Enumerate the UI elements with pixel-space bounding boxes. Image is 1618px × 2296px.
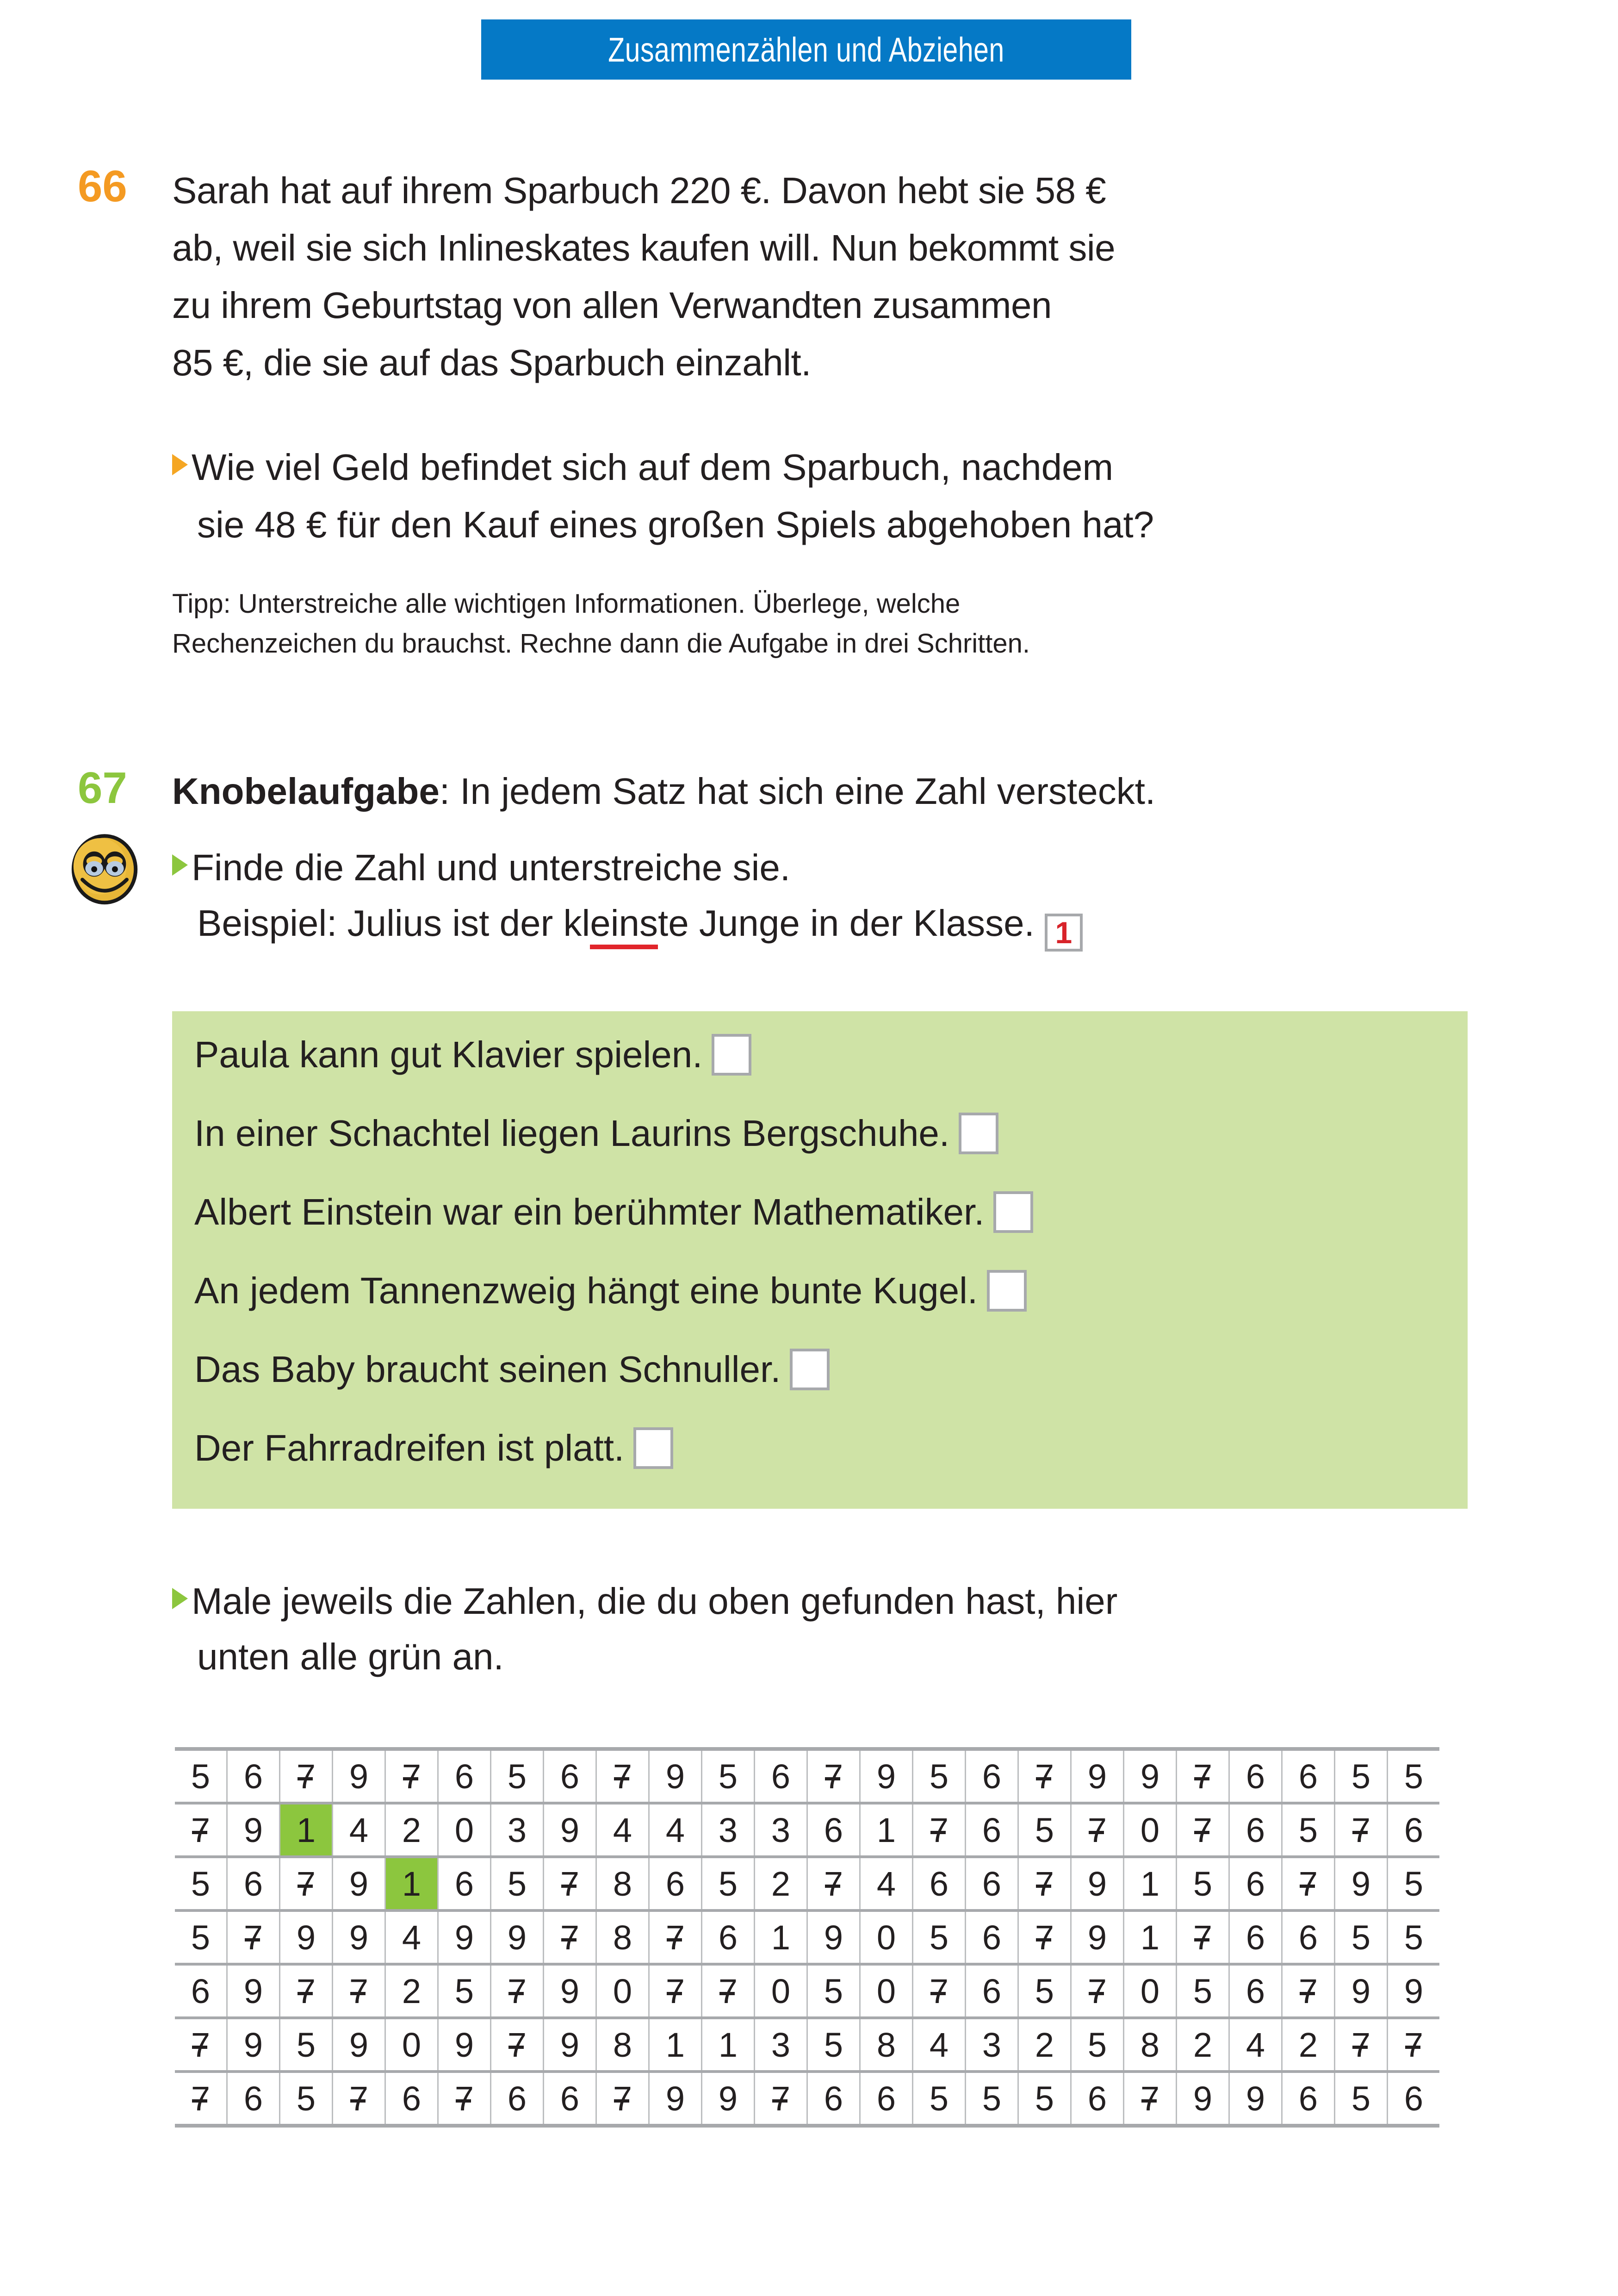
- sentence-row: [194, 1191, 1033, 1233]
- grid-cell[interactable]: 9: [1388, 1964, 1440, 2018]
- grid-cell[interactable]: 7: [649, 1964, 702, 2018]
- grid-cell[interactable]: 0: [1124, 1803, 1177, 1857]
- grid-cell[interactable]: 6: [649, 1857, 702, 1910]
- grid-cell[interactable]: 9: [1335, 1964, 1388, 2018]
- sentence-answer-box[interactable]: [987, 1270, 1027, 1312]
- grid-cell[interactable]: 9: [649, 2072, 702, 2126]
- grid-cell[interactable]: 9: [807, 1910, 860, 1964]
- grid-cell[interactable]: 5: [1335, 1910, 1388, 1964]
- triangle-bullet-icon: [172, 454, 188, 475]
- exercise-67-task: [172, 840, 1083, 951]
- sentence-panel: [172, 1011, 1468, 1509]
- exercise-number-67: 67: [78, 763, 127, 813]
- grid-cell[interactable]: 7: [333, 1964, 385, 2018]
- grid-cell[interactable]: 7: [1071, 1803, 1124, 1857]
- grid-cell[interactable]: 8: [596, 1857, 649, 1910]
- grid-cell[interactable]: 9: [649, 1749, 702, 1803]
- grid-cell[interactable]: 0: [596, 1964, 649, 2018]
- grid-cell[interactable]: 7: [544, 1910, 596, 1964]
- grid-cell[interactable]: 5: [1388, 1910, 1440, 1964]
- exercise-66-paragraph: [172, 162, 1115, 392]
- grid-cell[interactable]: 5: [1071, 2018, 1124, 2072]
- grid-cell[interactable]: 5: [1282, 1803, 1335, 1857]
- grid-row: [175, 1964, 1439, 2018]
- grid-cell[interactable]: 6: [438, 1749, 491, 1803]
- grid-cell[interactable]: 5: [1018, 2072, 1071, 2126]
- grid-cell[interactable]: 9: [333, 2018, 385, 2072]
- grid-cell[interactable]: 5: [966, 2072, 1018, 2126]
- grid-cell[interactable]: 7: [1177, 1910, 1229, 1964]
- paragraph-line: ab, weil sie sich Inlineskates kaufen will. Nun bekommt sie: [172, 227, 1116, 268]
- grid-cell[interactable]: 9: [333, 1857, 385, 1910]
- grid-cell[interactable]: 6: [544, 2072, 596, 2126]
- grid-cell[interactable]: 5: [280, 2018, 333, 2072]
- instruction-line: [172, 1629, 1117, 1685]
- grid-cell[interactable]: 6: [1388, 2072, 1440, 2126]
- question-line: [172, 496, 1154, 554]
- smiley-face-icon: [68, 831, 142, 905]
- grid-cell[interactable]: 6: [755, 1749, 807, 1803]
- heading-rest-label: : In jedem Satz hat sich eine Zahl versteckt.: [439, 771, 1156, 812]
- grid-cell[interactable]: 6: [1229, 1857, 1282, 1910]
- grid-cell[interactable]: 5: [807, 1964, 860, 2018]
- grid-cell[interactable]: 7: [175, 2018, 227, 2072]
- page-header-banner: [481, 19, 1131, 80]
- grid-cell[interactable]: 6: [1071, 2072, 1124, 2126]
- paragraph-line: 85 €, die sie auf das Sparbuch einzahlt.: [172, 342, 811, 383]
- grid-cell[interactable]: 3: [491, 1803, 544, 1857]
- grid-cell[interactable]: 9: [544, 1803, 596, 1857]
- grid-cell[interactable]: 6: [807, 2072, 860, 2126]
- grid-cell[interactable]: 7: [1177, 1803, 1229, 1857]
- grid-cell[interactable]: 6: [966, 1964, 1018, 2018]
- question-text: Wie viel Geld befindet sich auf dem Sparbuch, nachdem: [192, 447, 1114, 488]
- grid-cell[interactable]: 5: [1335, 2072, 1388, 2126]
- grid-cell[interactable]: 7: [1018, 1749, 1071, 1803]
- question-text: sie 48 € für den Kauf eines großen Spiels abgehoben hat?: [197, 504, 1154, 545]
- grid-cell[interactable]: 4: [860, 1857, 913, 1910]
- grid-cell[interactable]: 5: [913, 2072, 966, 2126]
- grid-cell[interactable]: 7: [913, 1964, 966, 2018]
- page-title: Zusammenzählen und Abziehen: [608, 30, 1004, 69]
- grid-row: [175, 1749, 1439, 1803]
- sentence-text: Der Fahrradreifen ist platt.: [194, 1427, 625, 1468]
- grid-cell[interactable]: 6: [227, 1857, 280, 1910]
- grid-cell[interactable]: 4: [1229, 2018, 1282, 2072]
- grid-cell[interactable]: 0: [385, 2018, 438, 2072]
- grid-cell[interactable]: 4: [596, 1803, 649, 1857]
- example-answer-box[interactable]: 1: [1045, 914, 1083, 952]
- grid-cell[interactable]: 7: [438, 2072, 491, 2126]
- grid-cell[interactable]: 7: [596, 2072, 649, 2126]
- grid-cell[interactable]: 7: [333, 2072, 385, 2126]
- grid-cell[interactable]: 5: [175, 1749, 227, 1803]
- grid-row: [175, 1910, 1439, 1964]
- grid-cell[interactable]: 9: [1071, 1857, 1124, 1910]
- grid-cell[interactable]: 9: [1071, 1910, 1124, 1964]
- sentence-answer-box[interactable]: [712, 1034, 751, 1076]
- sentence-row: [194, 1033, 751, 1076]
- grid-cell[interactable]: 6: [807, 1803, 860, 1857]
- grid-cell[interactable]: 5: [702, 1749, 755, 1803]
- heading-bold-label: Knobelaufgabe: [172, 771, 440, 812]
- grid-cell[interactable]: 9: [333, 1910, 385, 1964]
- paragraph-line: zu ihrem Geburtstag von allen Verwandten zusammen: [172, 285, 1052, 326]
- sentence-answer-box[interactable]: [959, 1113, 998, 1154]
- grid-cell[interactable]: 6: [860, 2072, 913, 2126]
- grid-cell[interactable]: 8: [596, 1910, 649, 1964]
- grid-cell[interactable]: 9: [1177, 2072, 1229, 2126]
- grid-cell[interactable]: 9: [860, 1749, 913, 1803]
- grid-cell[interactable]: 6: [385, 2072, 438, 2126]
- question-line: [172, 439, 1154, 496]
- instruction-line: [172, 1574, 1117, 1629]
- tip-line: Tipp: Unterstreiche alle wichtigen Informationen. Überlege, welche: [172, 589, 961, 619]
- grid-cell[interactable]: 7: [755, 2072, 807, 2126]
- sentence-text: Das Baby braucht seinen Schnuller.: [194, 1349, 781, 1390]
- grid-cell[interactable]: 7: [807, 1857, 860, 1910]
- example-line: [172, 896, 1083, 951]
- grid-cell[interactable]: 7: [1124, 2072, 1177, 2126]
- grid-cell[interactable]: 1: [280, 1803, 333, 1857]
- grid-cell[interactable]: 9: [333, 1749, 385, 1803]
- grid-cell[interactable]: 9: [227, 1803, 280, 1857]
- grid-cell[interactable]: 6: [227, 1749, 280, 1803]
- grid-cell[interactable]: 5: [1177, 1964, 1229, 2018]
- grid-cell[interactable]: 9: [438, 2018, 491, 2072]
- grid-cell[interactable]: 6: [1229, 1964, 1282, 2018]
- grid-cell[interactable]: 5: [1018, 1964, 1071, 2018]
- grid-cell[interactable]: 3: [966, 2018, 1018, 2072]
- grid-cell[interactable]: 9: [702, 2072, 755, 2126]
- grid-cell[interactable]: 6: [1229, 1803, 1282, 1857]
- grid-cell[interactable]: 1: [385, 1857, 438, 1910]
- grid-cell[interactable]: 0: [438, 1803, 491, 1857]
- example-underlined-text: eins: [590, 902, 658, 949]
- grid-cell[interactable]: 9: [1229, 2072, 1282, 2126]
- grid-cell[interactable]: 8: [860, 2018, 913, 2072]
- grid-cell[interactable]: 1: [860, 1803, 913, 1857]
- number-grid[interactable]: [175, 1747, 1439, 2128]
- exercise-66-tip: [172, 584, 1030, 664]
- grid-cell[interactable]: 2: [1018, 2018, 1071, 2072]
- grid-cell[interactable]: 9: [1124, 1749, 1177, 1803]
- grid-cell[interactable]: 0: [1124, 1964, 1177, 2018]
- grid-cell[interactable]: 8: [1124, 2018, 1177, 2072]
- grid-cell[interactable]: 7: [491, 2018, 544, 2072]
- grid-cell[interactable]: 6: [175, 1964, 227, 2018]
- grid-row: [175, 2072, 1439, 2126]
- grid-cell[interactable]: 2: [1177, 2018, 1229, 2072]
- grid-cell[interactable]: 3: [702, 1803, 755, 1857]
- grid-cell[interactable]: 6: [1282, 1910, 1335, 1964]
- grid-cell[interactable]: 7: [280, 1964, 333, 2018]
- grid-cell[interactable]: 0: [860, 1910, 913, 1964]
- grid-cell[interactable]: 7: [1282, 1857, 1335, 1910]
- coloring-instruction: [172, 1574, 1117, 1685]
- grid-cell[interactable]: 9: [544, 1964, 596, 2018]
- grid-cell[interactable]: 5: [1177, 1857, 1229, 1910]
- grid-cell[interactable]: 9: [280, 1910, 333, 1964]
- grid-cell[interactable]: 7: [702, 1964, 755, 2018]
- grid-cell[interactable]: 7: [1071, 1964, 1124, 2018]
- grid-cell[interactable]: 7: [1388, 2018, 1440, 2072]
- grid-cell[interactable]: 3: [755, 1803, 807, 1857]
- grid-cell[interactable]: 5: [491, 1749, 544, 1803]
- grid-cell[interactable]: 5: [1335, 1749, 1388, 1803]
- grid-cell[interactable]: 2: [385, 1803, 438, 1857]
- sentence-row: [194, 1348, 830, 1391]
- grid-cell[interactable]: 2: [755, 1857, 807, 1910]
- grid-cell[interactable]: 9: [491, 1910, 544, 1964]
- grid-cell[interactable]: 6: [1229, 1749, 1282, 1803]
- grid-cell[interactable]: 6: [966, 1910, 1018, 1964]
- exercise-66-question: [172, 439, 1154, 554]
- grid-cell[interactable]: 7: [1018, 1910, 1071, 1964]
- grid-cell[interactable]: 7: [491, 1964, 544, 2018]
- exercise-number-66: 66: [78, 162, 127, 211]
- grid-cell[interactable]: 5: [913, 1749, 966, 1803]
- grid-cell[interactable]: 0: [755, 1964, 807, 2018]
- grid-cell[interactable]: 4: [333, 1803, 385, 1857]
- grid-cell[interactable]: 9: [227, 2018, 280, 2072]
- grid-cell[interactable]: 1: [649, 2018, 702, 2072]
- grid-cell[interactable]: 7: [1177, 1749, 1229, 1803]
- triangle-bullet-icon: [172, 1588, 188, 1609]
- example-prefix: Beispiel: Julius ist der kl: [197, 902, 590, 944]
- grid-cell[interactable]: 7: [227, 1910, 280, 1964]
- grid-cell[interactable]: 7: [385, 1749, 438, 1803]
- grid-cell[interactable]: 7: [596, 1749, 649, 1803]
- grid-cell[interactable]: 1: [755, 1910, 807, 1964]
- grid-cell[interactable]: 6: [1282, 2072, 1335, 2126]
- grid-cell[interactable]: 7: [807, 1749, 860, 1803]
- sentence-text: In einer Schachtel liegen Laurins Bergschuhe.: [194, 1113, 950, 1154]
- grid-cell[interactable]: 6: [966, 1857, 1018, 1910]
- grid-cell[interactable]: 5: [438, 1964, 491, 2018]
- grid-cell[interactable]: 5: [175, 1910, 227, 1964]
- grid-cell[interactable]: 0: [860, 1964, 913, 2018]
- grid-cell[interactable]: 6: [1229, 1910, 1282, 1964]
- grid-cell[interactable]: 5: [491, 1857, 544, 1910]
- grid-cell[interactable]: 5: [913, 1910, 966, 1964]
- grid-cell[interactable]: 5: [175, 1857, 227, 1910]
- sentence-text: Paula kann gut Klavier spielen.: [194, 1034, 703, 1075]
- grid-cell[interactable]: 6: [491, 2072, 544, 2126]
- grid-cell[interactable]: 7: [913, 1803, 966, 1857]
- task-line: [172, 840, 1083, 896]
- grid-cell[interactable]: 5: [1388, 1857, 1440, 1910]
- grid-cell[interactable]: 1: [702, 2018, 755, 2072]
- grid-cell[interactable]: 6: [227, 2072, 280, 2126]
- exercise-67-heading: [172, 766, 1155, 817]
- sentence-answer-box[interactable]: [993, 1191, 1033, 1233]
- grid-cell[interactable]: 5: [702, 1857, 755, 1910]
- grid-cell[interactable]: 6: [438, 1857, 491, 1910]
- grid-cell[interactable]: 2: [1282, 2018, 1335, 2072]
- grid-cell[interactable]: 6: [1388, 1803, 1440, 1857]
- paragraph-line: Sarah hat auf ihrem Sparbuch 220 €. Davon hebt sie 58 €: [172, 170, 1106, 211]
- grid-cell[interactable]: 7: [1335, 1803, 1388, 1857]
- grid-cell[interactable]: 7: [1282, 1964, 1335, 2018]
- grid-cell[interactable]: 9: [544, 2018, 596, 2072]
- sentence-row: [194, 1112, 998, 1155]
- grid-cell[interactable]: 7: [175, 2072, 227, 2126]
- grid-cell[interactable]: 6: [966, 1749, 1018, 1803]
- grid-cell[interactable]: 9: [227, 1964, 280, 2018]
- grid-row: [175, 2018, 1439, 2072]
- grid-cell[interactable]: 9: [1335, 1857, 1388, 1910]
- grid-cell[interactable]: 4: [385, 1910, 438, 1964]
- grid-row: [175, 1857, 1439, 1910]
- grid-cell[interactable]: 7: [175, 1803, 227, 1857]
- grid-row: [175, 1803, 1439, 1857]
- instruction-text: Male jeweils die Zahlen, die du oben gefunden hast, hier: [192, 1580, 1118, 1622]
- grid-cell[interactable]: 5: [807, 2018, 860, 2072]
- example-suffix: te Junge in der Klasse.: [657, 902, 1035, 944]
- tip-line: Rechenzeichen du brauchst. Rechne dann die Aufgabe in drei Schritten.: [172, 628, 1030, 659]
- grid-cell[interactable]: 5: [1018, 1803, 1071, 1857]
- sentence-row: [194, 1269, 1027, 1312]
- grid-cell[interactable]: 9: [438, 1910, 491, 1964]
- triangle-bullet-icon: [172, 854, 188, 876]
- grid-cell[interactable]: 4: [649, 1803, 702, 1857]
- grid-cell[interactable]: 1: [1124, 1857, 1177, 1910]
- grid-cell[interactable]: 5: [1388, 1749, 1440, 1803]
- grid-cell[interactable]: 7: [544, 1857, 596, 1910]
- grid-cell[interactable]: 4: [913, 2018, 966, 2072]
- sentence-answer-box[interactable]: [633, 1427, 673, 1469]
- grid-cell[interactable]: 6: [966, 1803, 1018, 1857]
- grid-cell[interactable]: 1: [1124, 1910, 1177, 1964]
- sentence-text: An jedem Tannenzweig hängt eine bunte Kugel.: [194, 1270, 978, 1311]
- grid-cell[interactable]: 7: [1018, 1857, 1071, 1910]
- grid-cell[interactable]: 6: [544, 1749, 596, 1803]
- task-text: Finde die Zahl und unterstreiche sie.: [192, 847, 791, 888]
- grid-cell[interactable]: 3: [755, 2018, 807, 2072]
- grid-cell[interactable]: 7: [1335, 2018, 1388, 2072]
- grid-cell[interactable]: 7: [280, 1857, 333, 1910]
- sentence-row: [194, 1427, 673, 1469]
- grid-cell[interactable]: 8: [596, 2018, 649, 2072]
- grid-cell[interactable]: 5: [280, 2072, 333, 2126]
- grid-cell[interactable]: 7: [280, 1749, 333, 1803]
- sentence-text: Albert Einstein war ein berühmter Mathematiker.: [194, 1191, 985, 1232]
- grid-cell[interactable]: 6: [702, 1910, 755, 1964]
- grid-cell[interactable]: 2: [385, 1964, 438, 2018]
- grid-cell[interactable]: 7: [649, 1910, 702, 1964]
- grid-cell[interactable]: 6: [1282, 1749, 1335, 1803]
- grid-cell[interactable]: 9: [1071, 1749, 1124, 1803]
- instruction-text: unten alle grün an.: [197, 1636, 504, 1677]
- grid-cell[interactable]: 6: [913, 1857, 966, 1910]
- sentence-answer-box[interactable]: [790, 1349, 830, 1390]
